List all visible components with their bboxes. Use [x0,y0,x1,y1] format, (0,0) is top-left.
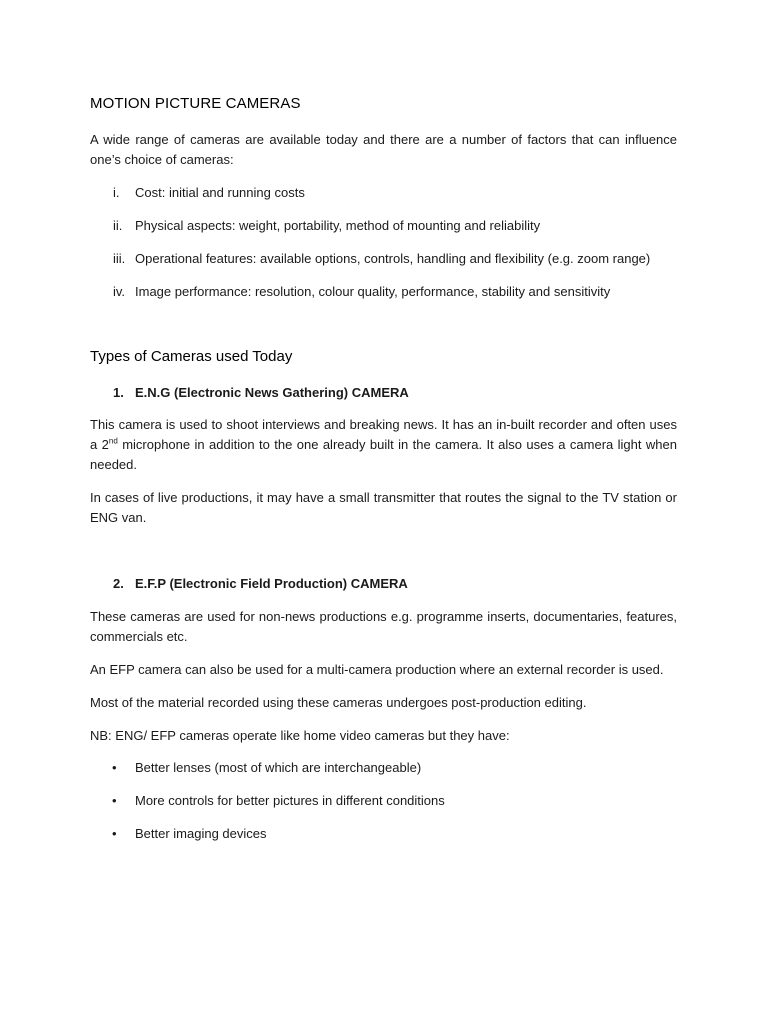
bullet-text: Better lenses (most of which are interchangeable) [135,760,422,775]
efp-paragraph-2: An EFP camera can also be used for a multi-camera production where an external recorder is used. [90,662,664,677]
bullet-marker: • [112,793,117,808]
factor-text: Cost: initial and running costs [135,185,305,200]
factor-text: Image performance: resolution, colour quality, performance, stability and sensitivity [135,284,611,299]
efp-paragraph-1: These cameras are used for non-news productions e.g. programme inserts, documentaries, features, commercials etc. [90,609,677,644]
bullet-marker: • [112,826,117,841]
section-heading-types: Types of Cameras used Today [90,348,293,365]
factor-marker: iii. [113,251,126,266]
efp-paragraph-3: Most of the material recorded using these cameras undergoes post-production editing. [90,695,587,710]
efp-heading-text: E.F.P (Electronic Field Production) CAMERA [135,576,408,591]
document-title: MOTION PICTURE CAMERAS [90,95,301,112]
intro-paragraph: A wide range of cameras are available today and there are a number of factors that can influence one’s choice of cameras: [90,132,677,167]
nb-paragraph: NB: ENG/ EFP cameras operate like home video cameras but they have: [90,728,510,743]
bullet-text: Better imaging devices [135,826,267,841]
document-page [90,0,677,1024]
eng-paragraph-1-part-a: This camera is used to shoot interviews and breaking news. It has an in-built recorder and often uses a 2 [90,417,677,452]
eng-heading-number: 1. [113,385,124,400]
bullet-marker: • [112,760,117,775]
eng-paragraph-2: In cases of live productions, it may have a small transmitter that routes the signal to the TV station or ENG van. [90,490,677,525]
ordinal-superscript: nd [108,436,118,446]
efp-heading-number: 2. [113,576,124,591]
factor-text: Operational features: available options, controls, handling and flexibility (e.g. zoom range) [135,251,651,266]
factor-marker: i. [113,185,120,200]
eng-paragraph-1-part-b: microphone in addition to the one already built in the camera. It also uses a camera light when needed. [90,437,677,472]
factor-marker: ii. [113,218,123,233]
factor-marker: iv. [113,284,126,299]
factor-text: Physical aspects: weight, portability, method of mounting and reliability [135,218,541,233]
eng-paragraph-1 [90,415,677,475]
bullet-text: More controls for better pictures in different conditions [135,793,445,808]
eng-heading-text: E.N.G (Electronic News Gathering) CAMERA [135,385,409,400]
